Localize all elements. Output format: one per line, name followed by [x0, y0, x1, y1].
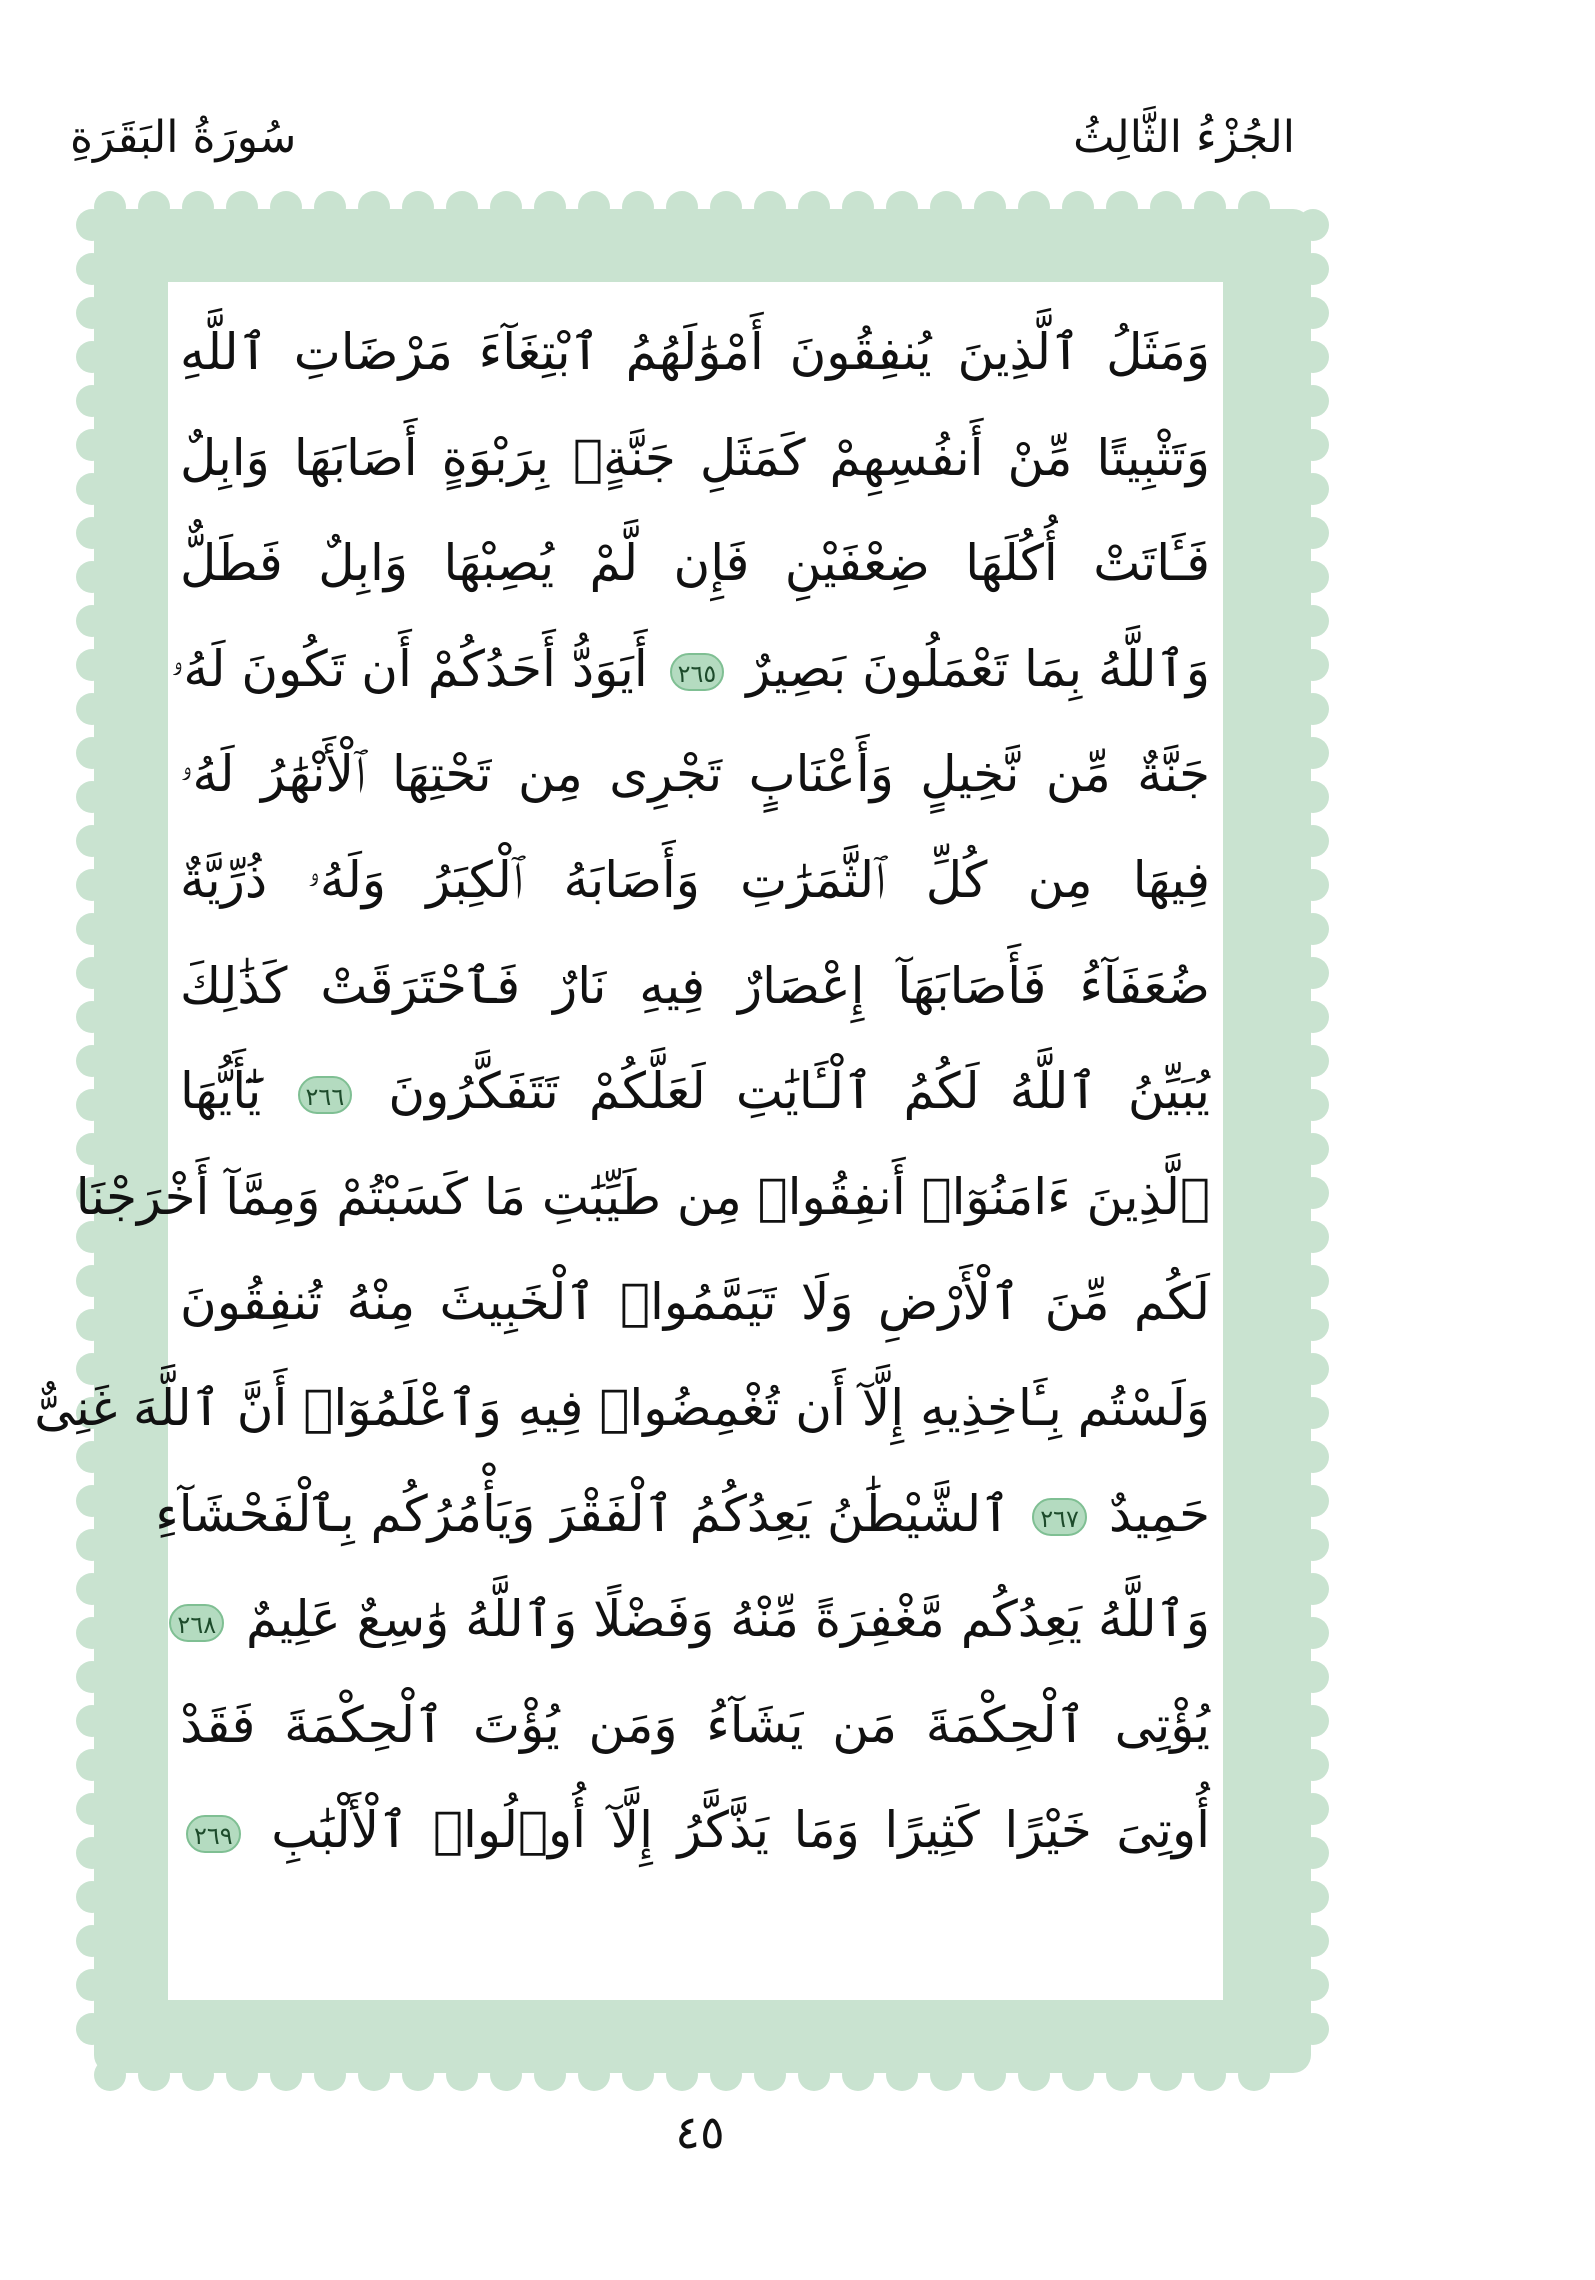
ayah-number-marker: ٢٦٩: [186, 1815, 241, 1853]
verse-line: [34, 1356, 1210, 1462]
verse-text: لَكُم مِّنَ ٱلْأَرْضِ وَلَا تَيَمَّمُوا۟ ٱلْخَبِيثَ مِنْهُ تُنفِقُونَ: [180, 1273, 1210, 1332]
verse-text: يُبَيِّنُ ٱللَّهُ لَكُمُ ٱلْـَٔايَٰتِ لَعَلَّكُمْ تَتَفَكَّرُونَ: [388, 1062, 1210, 1121]
verse-line: [180, 722, 1210, 828]
verse-text: وَمَثَلُ ٱلَّذِينَ يُنفِقُونَ أَمْوَٰلَهُمُ ٱبْتِغَآءَ مَرْضَاتِ ٱللَّهِ: [180, 323, 1210, 381]
verse-text: فَـَٔاتَتْ أُكُلَهَا ضِعْفَيْنِ فَإِن لَّمْ يُصِبْهَا وَابِلٌ فَطَلٌّ: [180, 534, 1210, 593]
verse-text: أَيَوَدُّ أَحَدُكُمْ أَن تَكُونَ لَهُۥ: [170, 639, 648, 698]
verse-line: [75, 1145, 1210, 1251]
verse-line: [180, 511, 1210, 617]
verse-line: [180, 934, 1210, 1040]
verse-text: يَٰٓأَيُّهَا: [180, 1062, 262, 1121]
verse-text: فِيهَا مِن كُلِّ ٱلثَّمَرَٰتِ وَأَصَابَهُ ٱلْكِبَرُ وَلَهُۥ ذُرِّيَّةٌ: [180, 850, 1210, 909]
surah-name: سُورَةُ البَقَرَةِ: [70, 112, 297, 163]
verse-text: وَتَثْبِيتًا مِّنْ أَنفُسِهِمْ كَمَثَلِ جَنَّةٍۭ بِرَبْوَةٍ أَصَابَهَا وَابِلٌ: [180, 428, 1210, 487]
verse-text: ٱلشَّيْطَٰنُ يَعِدُكُمُ ٱلْفَقْرَ وَيَأْمُرُكُم بِٱلْفَحْشَآءِ: [155, 1484, 1011, 1543]
juz-name: الجُزْءُ الثَّالِثُ: [1073, 112, 1295, 163]
page-number: ٤٥: [675, 2105, 725, 2159]
verse-text: وَٱللَّهُ بِمَا تَعْمَلُونَ بَصِيرٌ: [746, 639, 1210, 698]
verse-line: [180, 828, 1210, 934]
verse-line: [180, 406, 1210, 512]
verse-text: جَنَّةٌ مِّن نَّخِيلٍ وَأَعْنَابٍ تَجْرِى مِن تَحْتِهَا ٱلْأَنْهَٰرُ لَهُۥ: [180, 745, 1210, 804]
ayah-number-marker: ٢٦٨: [169, 1604, 224, 1642]
verse-line: [180, 1673, 1210, 1779]
verse-line: [170, 617, 1210, 723]
verse-text: يُؤْتِى ٱلْحِكْمَةَ مَن يَشَآءُ وَمَن يُؤْتَ ٱلْحِكْمَةَ فَقَدْ: [180, 1695, 1210, 1754]
page-header: [0, 112, 1595, 182]
verse-text: ضُعَفَآءُ فَأَصَابَهَآ إِعْصَارٌ فِيهِ نَارٌ فَٱحْتَرَقَتْ كَذَٰلِكَ: [180, 956, 1210, 1015]
verse-text: وَلَسْتُم بِـَٔاخِذِيهِ إِلَّآ أَن تُغْمِضُوا۟ فِيهِ وَٱعْلَمُوٓا۟ أَنَّ ٱللَّهَ غَنِىٌّ: [34, 1378, 1210, 1437]
verse-line: [180, 300, 1210, 406]
ayah-number-marker: ٢٦٦: [298, 1076, 353, 1114]
verse-text: ٱلَّذِينَ ءَامَنُوٓا۟ أَنفِقُوا۟ مِن طَيِّبَٰتِ مَا كَسَبْتُمْ وَمِمَّآ أَخْرَجْنَا: [75, 1167, 1210, 1226]
verse-text: أُوتِىَ خَيْرًا كَثِيرًا وَمَا يَذَّكَّرُ إِلَّآ أُو۟لُوا۟ ٱلْأَلْبَٰبِ: [271, 1801, 1210, 1860]
ayah-number-marker: ٢٦٧: [1032, 1498, 1087, 1536]
verse-line: [155, 1462, 1210, 1568]
verse-text: وَٱللَّهُ يَعِدُكُم مَّغْفِرَةً مِّنْهُ وَفَضْلًا وَٱللَّهُ وَٰسِعٌ عَلِيمٌ: [246, 1590, 1210, 1649]
verse-text: حَمِيدٌ: [1108, 1484, 1210, 1543]
verse-line: [180, 1778, 1210, 1884]
verse-line: [177, 1567, 1210, 1673]
verse-line: [180, 1039, 1210, 1145]
ayah-number-marker: ٢٦٥: [670, 653, 725, 691]
verse-lines: [34, 300, 1210, 1990]
verse-line: [180, 1250, 1210, 1356]
